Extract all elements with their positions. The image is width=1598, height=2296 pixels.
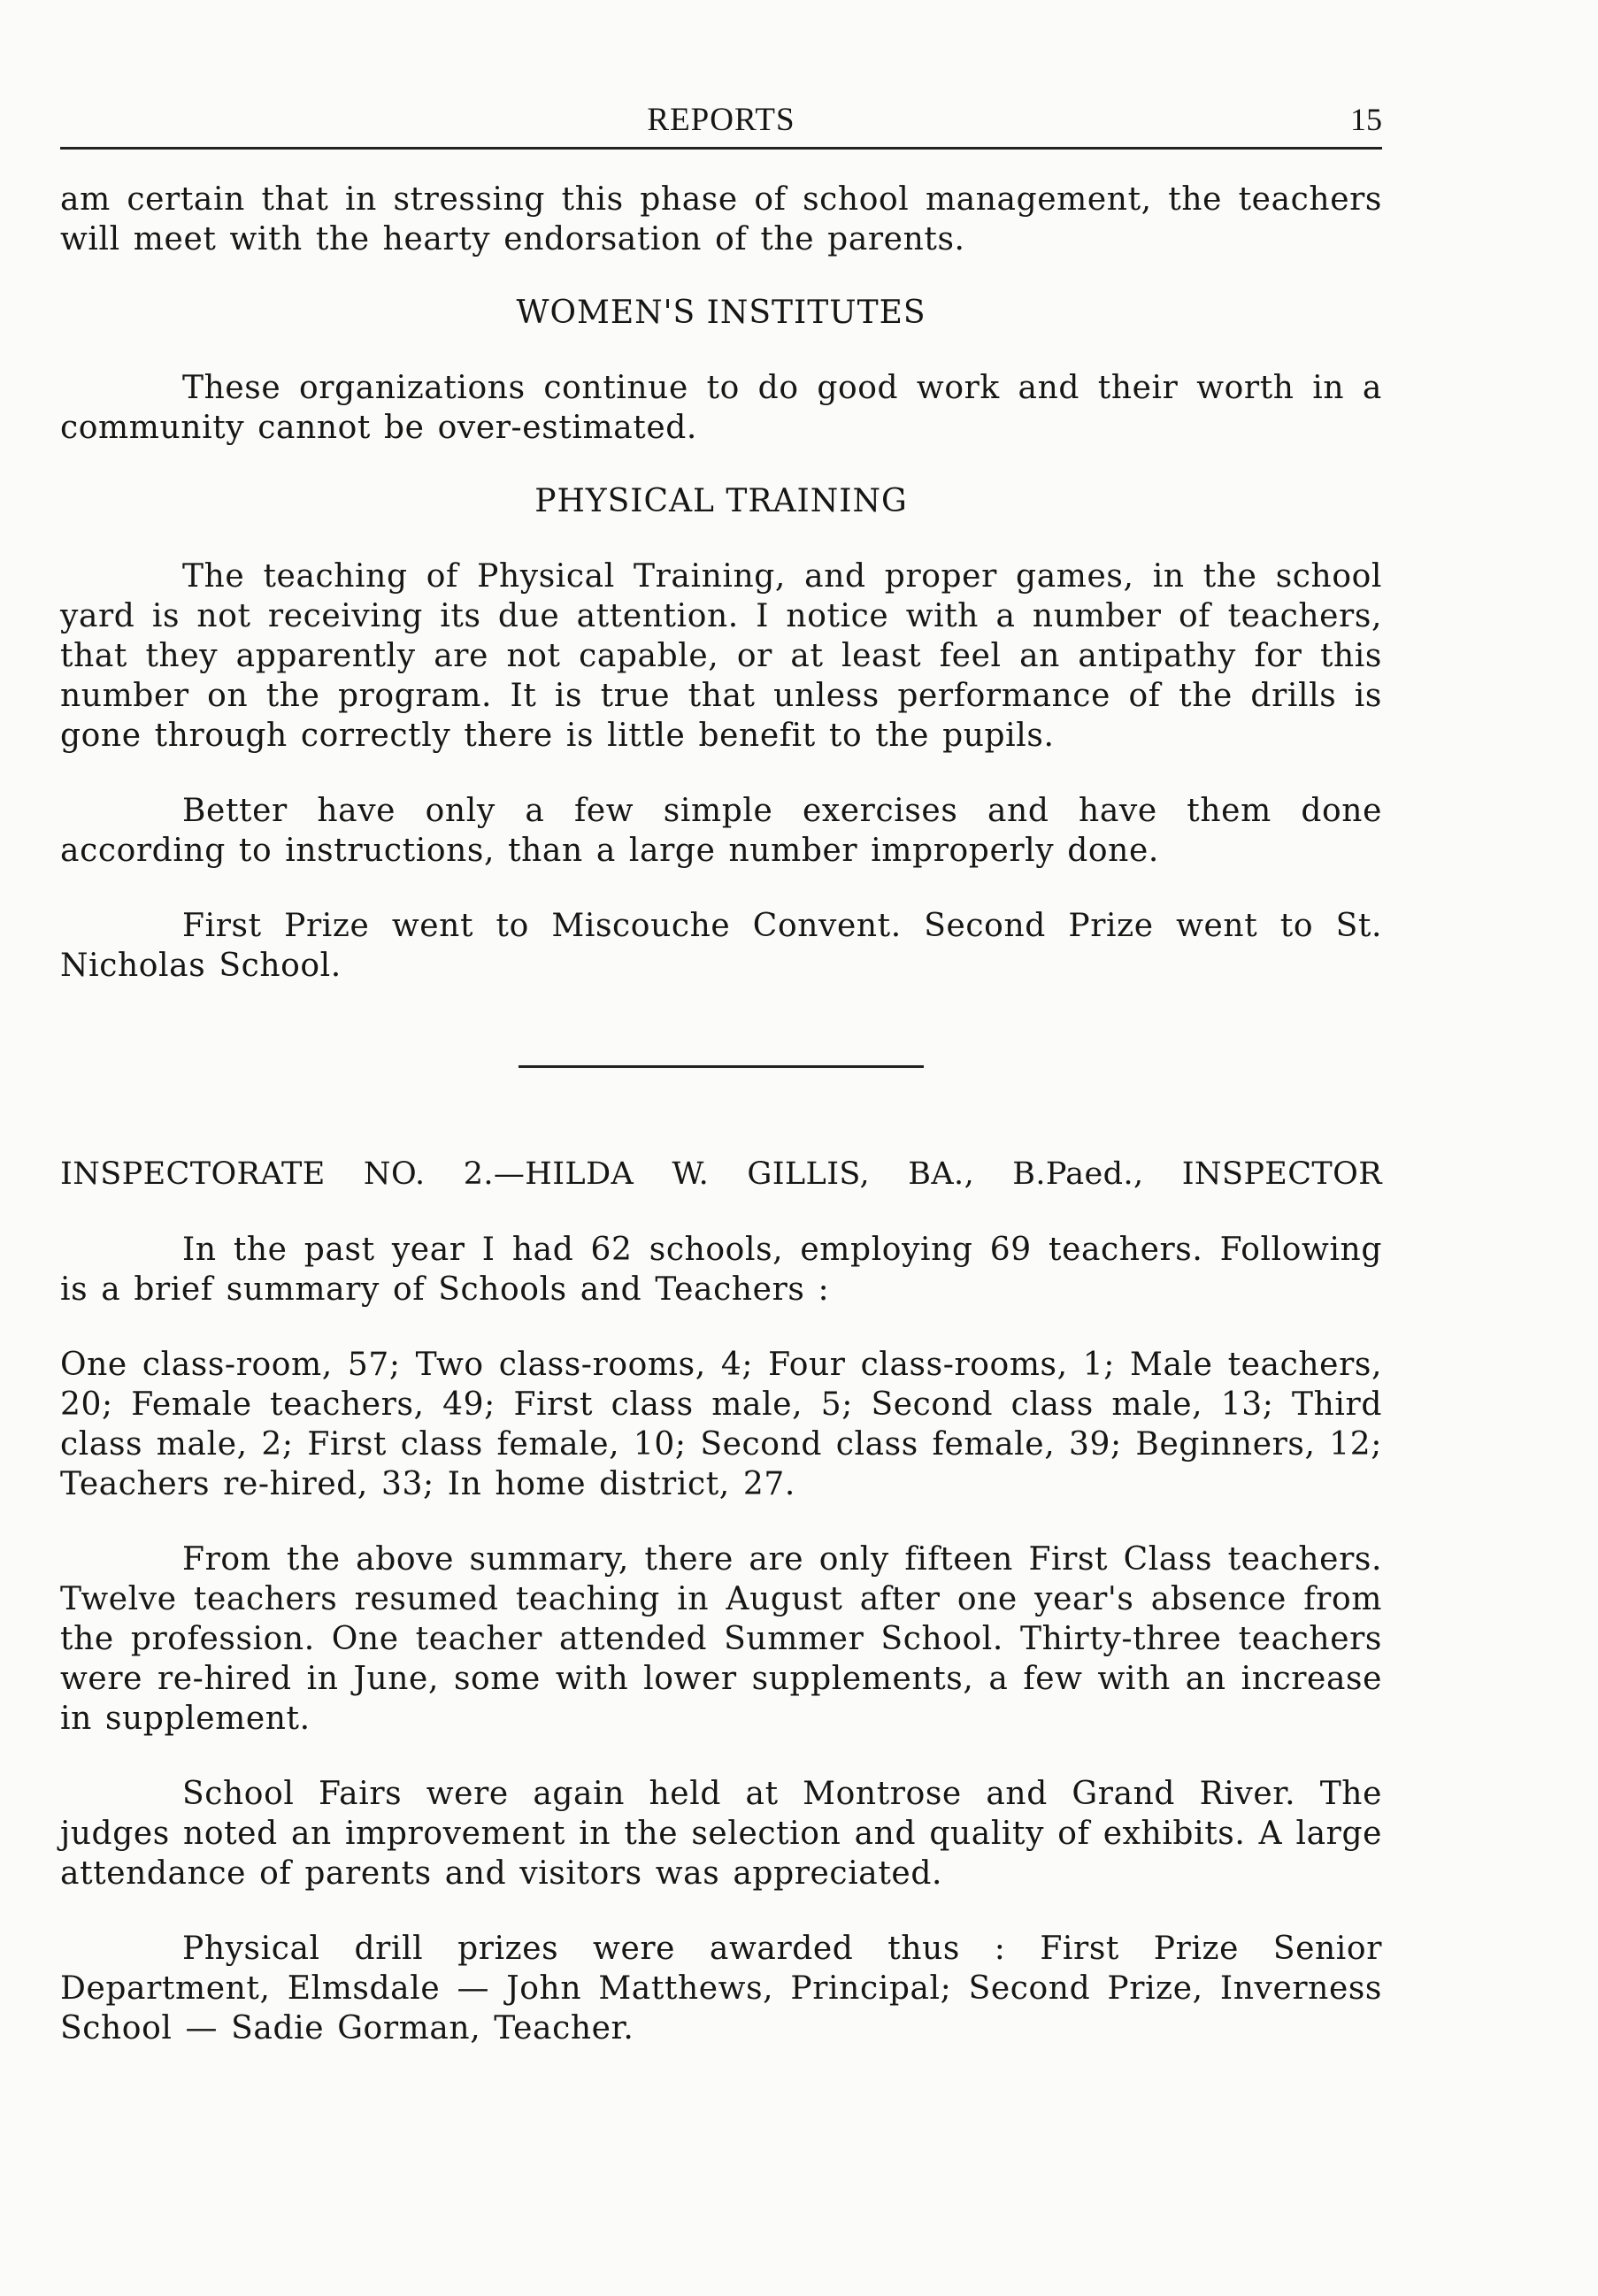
section-heading-inspectorate-2: INSPECTORATE NO. 2.—HILDA W. GILLIS, BA., B.Paed., INSPECTOR: [60, 1156, 1382, 1192]
section-heading-physical-training: PHYSICAL TRAINING: [534, 483, 908, 519]
section-heading-womens-institutes: WOMEN'S INSTITUTES: [516, 295, 926, 331]
continuation-paragraph: am certain that in stressing this phase of school management, the teachers will meet with the hearty endorsation of the parents.: [60, 181, 1382, 257]
physical-training-paragraph-1: The teaching of Physical Training, and proper games, in the school yard is not receiving its due attention. I notice with a number of teachers, that they apparently are not capable, or at least feel an antipathy for this number on the program. It is true that unless performance of the drills is gone through correctly there is little benefit to the pupils.: [60, 558, 1382, 754]
womens-institutes-paragraph: These organizations continue to do good work and their worth in a community cannot be over-estimated.: [60, 370, 1382, 446]
page-number: 15: [1350, 102, 1382, 137]
inspectorate-paragraph-3: From the above summary, there are only fifteen First Class teachers. Twelve teachers resumed teaching in August after one year's absence from the profession. One teacher attended Summer School. Thirty-three teachers were re-hired in June, some with lower supplements, a few with an increase in supplement.: [60, 1541, 1382, 1737]
section-divider: [519, 1065, 924, 1068]
inspectorate-summary-paragraph: One class-room, 57; Two class-rooms, 4; Four class-rooms, 1; Male teachers, 20; Female teachers, 49; First class male, 5; Second class male, 13; Third class male, 2; First class female, 10; Second class female, 39; Beginners, 12; Teachers re-hired, 33; In home district, 27.: [60, 1347, 1382, 1502]
inspectorate-paragraph-5: Physical drill prizes were awarded thus : First Prize Senior Department, Elmsdale — John Matthews, Principal; Second Prize, Inverness School — Sadie Gorman, Teacher.: [60, 1931, 1382, 2046]
physical-training-paragraph-2: Better have only a few simple exercises and have them done according to instructions, than a large number improperly done.: [60, 793, 1382, 869]
physical-training-paragraph-3: First Prize went to Miscouche Convent. Second Prize went to St. Nicholas School.: [60, 908, 1382, 984]
page-header: [60, 97, 1382, 150]
running-title: REPORTS: [647, 102, 795, 138]
inspectorate-paragraph-4: School Fairs were again held at Montrose and Grand River. The judges noted an improvement in the selection and quality of exhibits. A large attendance of parents and visitors was appreciated.: [60, 1776, 1382, 1892]
inspectorate-paragraph-1: In the past year I had 62 schools, employing 69 teachers. Following is a brief summary of Schools and Teachers :: [60, 1232, 1382, 1308]
